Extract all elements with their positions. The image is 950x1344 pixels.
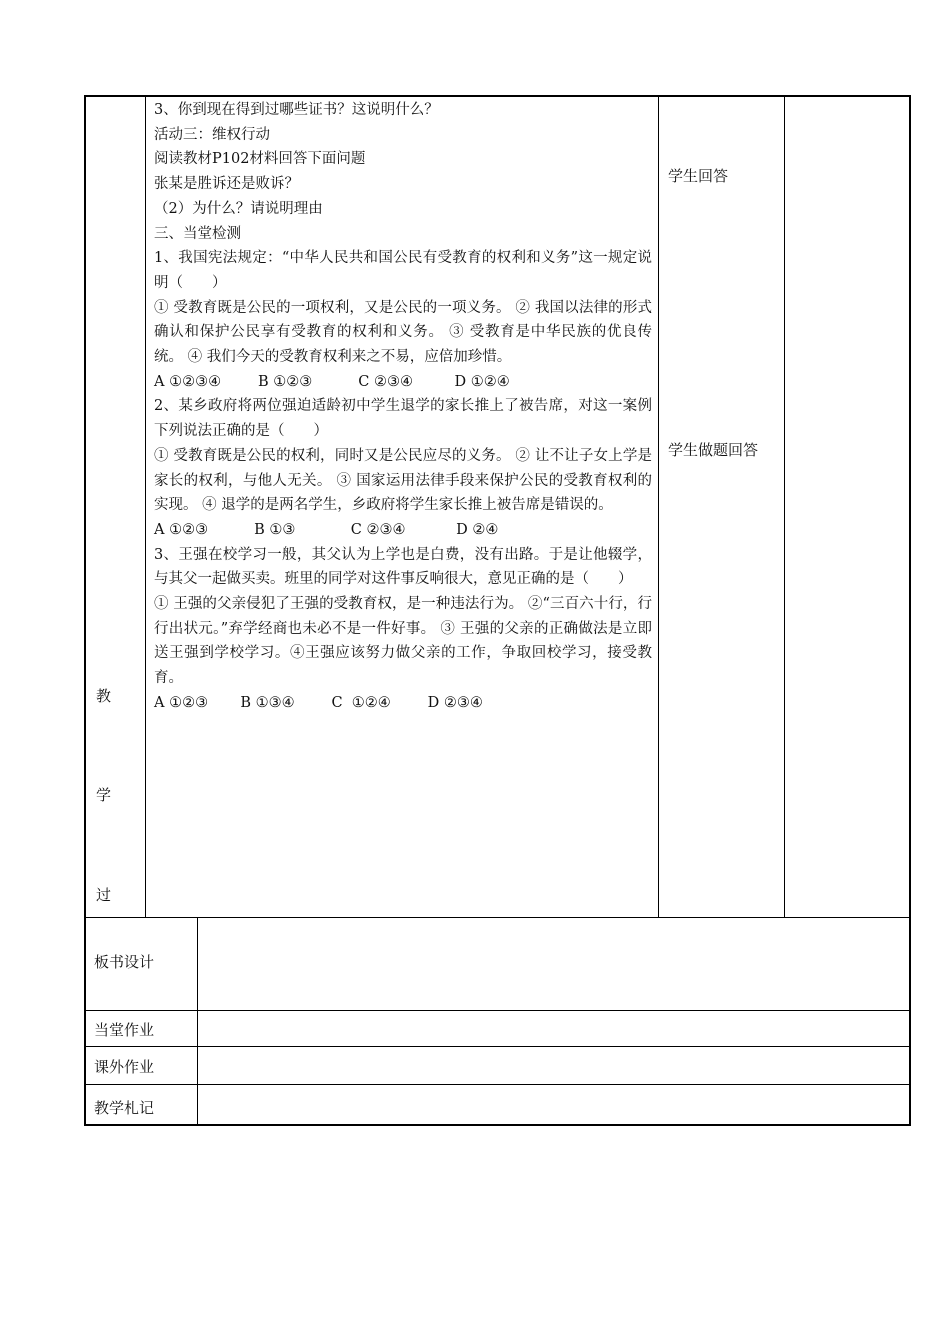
question-3-options: A ①②③ B ①③④ C ①②④ D ②③④ bbox=[154, 694, 483, 711]
teaching-content bbox=[154, 98, 652, 716]
question-1-statements: ① 受教育既是公民的一项权利，又是公民的一项义务。 ② 我国以法律的形式确认和保护公民享有受教育的权利和义务。 ③ 受教育是中华民族的优良传统。 ④ 我们今天的受教育权利来之不易，应倍加珍惜。 bbox=[154, 299, 652, 366]
content-line: 张某是胜诉还是败诉？ bbox=[154, 176, 299, 193]
content-line: 三、当堂检测 bbox=[154, 225, 241, 242]
teaching-notes-label: 教学札记 bbox=[94, 1099, 155, 1117]
question-2-statements: ① 受教育既是公民的权利，同时又是公民应尽的义务。 ② 让不让子女上学是家长的权利，与他人无关。 ③ 国家运用法律手段来保护公民的受教育权利的实现。 ④ 退学的是两名学生，乡政府将学生家长推上被告席是错误的。 bbox=[154, 447, 652, 514]
content-line: （2）为什么？请说明理由 bbox=[154, 200, 323, 217]
classwork-label: 当堂作业 bbox=[94, 1021, 155, 1039]
row-line-3 bbox=[85, 1046, 910, 1047]
side-label-char: 教 bbox=[96, 687, 112, 705]
divider-label bbox=[197, 918, 198, 1125]
divider-notes bbox=[658, 96, 659, 918]
question-1-options: A ①②③④ B ①②③ C ②③④ D ①②④ bbox=[154, 373, 510, 390]
question-3-statements: ① 王强的父亲侵犯了王强的受教育权，是一种违法行为。 ②“三百六十行，行行出状元。”弃学经商也未必不是一件好事。 ③ 王强的父亲的正确做法是立即送王强到学校学习。④王强应该努力做父亲的工作，争取回校学习，接受教育。 bbox=[154, 596, 652, 687]
divider-side bbox=[145, 96, 146, 918]
question-1: 1、我国宪法规定：“中华人民共和国公民有受教育的权利和义务”这一规定说明（ ） bbox=[154, 250, 652, 291]
student-activity-note: 学生回答 bbox=[668, 167, 729, 185]
content-line: 活动三：维权行动 bbox=[154, 126, 270, 143]
row-line-2 bbox=[85, 1010, 910, 1011]
content-line: 阅读教材P102材料回答下面问题 bbox=[154, 151, 366, 168]
divider-remarks bbox=[784, 96, 785, 918]
question-2: 2、某乡政府将两位强迫适龄初中学生退学的家长推上了被告席，对这一案例下列说法正确的是（ ） bbox=[154, 398, 652, 440]
question-3: 3、王强在校学习一般，其父认为上学也是白费，没有出路。于是让他辍学，与其父一起做买卖。班里的同学对这件事反响很大，意见正确的是（ ） bbox=[154, 546, 652, 588]
board-design-label: 板书设计 bbox=[94, 953, 155, 971]
row-line-4 bbox=[85, 1084, 910, 1085]
question-2-options: A ①②③ B ①③ C ②③④ D ②④ bbox=[154, 521, 499, 538]
side-label-char: 学 bbox=[96, 786, 112, 804]
row-line-1 bbox=[85, 917, 910, 918]
student-activity-note: 学生做题回答 bbox=[668, 441, 759, 459]
side-label-char: 过 bbox=[96, 886, 112, 904]
content-line: 3、你到现在得到过哪些证书？这说明什么？ bbox=[154, 102, 439, 118]
homework-label: 课外作业 bbox=[94, 1058, 155, 1076]
